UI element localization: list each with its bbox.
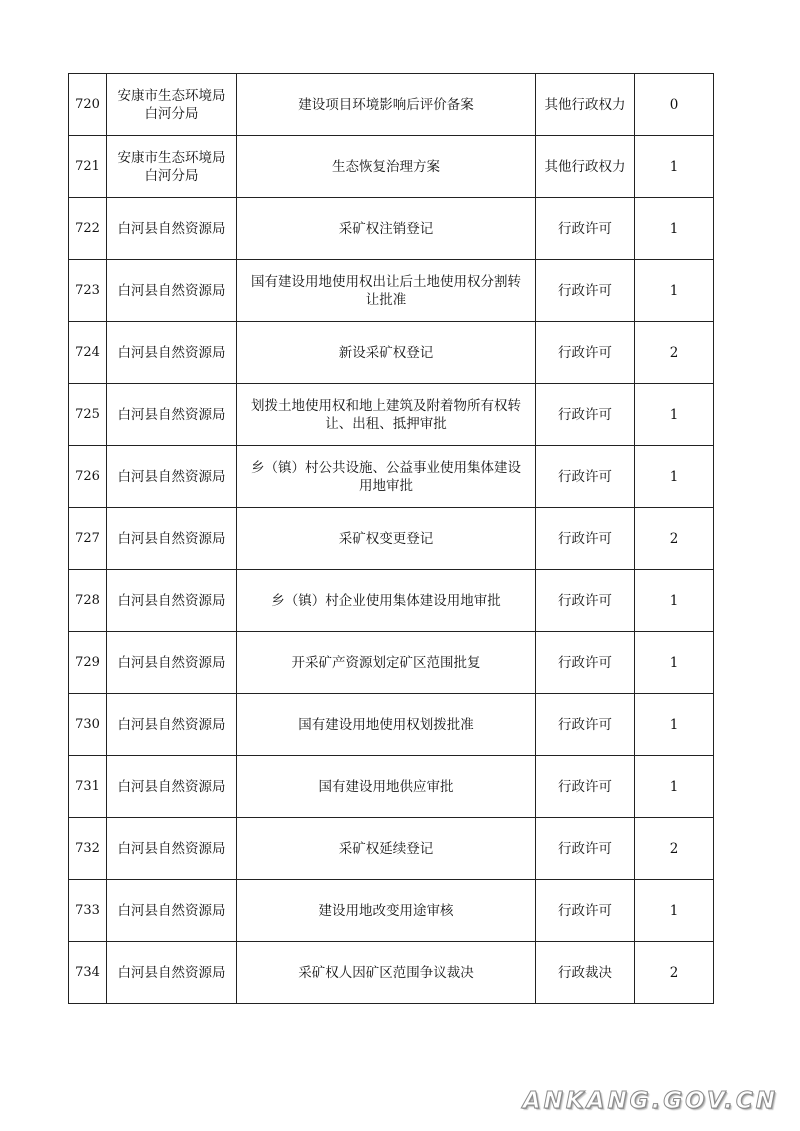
item-name-cell: 建设用地改变用途审核: [237, 880, 536, 942]
department-cell: 白河县自然资源局: [107, 446, 237, 508]
table-row: [69, 322, 714, 384]
power-type-cell: 行政许可: [536, 880, 635, 942]
power-type-cell: 其他行政权力: [536, 74, 635, 136]
item-name-cell: 乡（镇）村企业使用集体建设用地审批: [237, 570, 536, 632]
department-cell: 白河县自然资源局: [107, 384, 237, 446]
row-number-cell: 730: [69, 694, 107, 756]
department-cell: 安康市生态环境局白河分局: [107, 136, 237, 198]
row-number-cell: 729: [69, 632, 107, 694]
power-type-cell: 行政许可: [536, 570, 635, 632]
row-number-cell: 726: [69, 446, 107, 508]
count-cell: 1: [635, 632, 714, 694]
item-name-cell: 划拨土地使用权和地上建筑及附着物所有权转让、出租、抵押审批: [237, 384, 536, 446]
count-cell: 1: [635, 136, 714, 198]
count-cell: 1: [635, 694, 714, 756]
table-row: [69, 446, 714, 508]
row-number-cell: 720: [69, 74, 107, 136]
count-cell: 1: [635, 260, 714, 322]
row-number-cell: 728: [69, 570, 107, 632]
table-row: [69, 74, 714, 136]
site-watermark: ANKANG.GOV.CN: [522, 1088, 778, 1114]
power-type-cell: 其他行政权力: [536, 136, 635, 198]
department-cell: 安康市生态环境局白河分局: [107, 74, 237, 136]
department-cell: 白河县自然资源局: [107, 260, 237, 322]
count-cell: 1: [635, 198, 714, 260]
department-cell: 白河县自然资源局: [107, 508, 237, 570]
row-number-cell: 724: [69, 322, 107, 384]
department-cell: 白河县自然资源局: [107, 880, 237, 942]
count-cell: 1: [635, 384, 714, 446]
power-type-cell: 行政许可: [536, 446, 635, 508]
department-cell: 白河县自然资源局: [107, 694, 237, 756]
department-cell: 白河县自然资源局: [107, 570, 237, 632]
power-type-cell: 行政许可: [536, 694, 635, 756]
table-row: [69, 756, 714, 818]
count-cell: 2: [635, 818, 714, 880]
row-number-cell: 732: [69, 818, 107, 880]
power-type-cell: 行政许可: [536, 260, 635, 322]
row-number-cell: 733: [69, 880, 107, 942]
table-row: [69, 136, 714, 198]
power-type-cell: 行政许可: [536, 322, 635, 384]
table-row: [69, 880, 714, 942]
table-row: [69, 942, 714, 1004]
department-cell: 白河县自然资源局: [107, 632, 237, 694]
item-name-cell: 新设采矿权登记: [237, 322, 536, 384]
table-row: [69, 260, 714, 322]
power-type-cell: 行政许可: [536, 198, 635, 260]
table-row: [69, 384, 714, 446]
item-name-cell: 建设项目环境影响后评价备案: [237, 74, 536, 136]
table-row: [69, 632, 714, 694]
count-cell: 1: [635, 570, 714, 632]
power-type-cell: 行政许可: [536, 384, 635, 446]
item-name-cell: 国有建设用地使用权划拨批准: [237, 694, 536, 756]
item-name-cell: 采矿权人因矿区范围争议裁决: [237, 942, 536, 1004]
item-name-cell: 国有建设用地供应审批: [237, 756, 536, 818]
row-number-cell: 727: [69, 508, 107, 570]
item-name-cell: 采矿权变更登记: [237, 508, 536, 570]
table-row: [69, 198, 714, 260]
department-cell: 白河县自然资源局: [107, 756, 237, 818]
row-number-cell: 725: [69, 384, 107, 446]
count-cell: 1: [635, 880, 714, 942]
row-number-cell: 723: [69, 260, 107, 322]
item-name-cell: 乡（镇）村公共设施、公益事业使用集体建设用地审批: [237, 446, 536, 508]
table-body: [69, 74, 714, 1004]
department-cell: 白河县自然资源局: [107, 942, 237, 1004]
count-cell: 2: [635, 508, 714, 570]
item-name-cell: 采矿权注销登记: [237, 198, 536, 260]
table-row: [69, 508, 714, 570]
row-number-cell: 734: [69, 942, 107, 1004]
count-cell: 2: [635, 942, 714, 1004]
count-cell: 1: [635, 446, 714, 508]
count-cell: 1: [635, 756, 714, 818]
power-list-table: [68, 73, 714, 1004]
power-type-cell: 行政许可: [536, 818, 635, 880]
row-number-cell: 731: [69, 756, 107, 818]
department-cell: 白河县自然资源局: [107, 322, 237, 384]
power-type-cell: 行政许可: [536, 756, 635, 818]
row-number-cell: 722: [69, 198, 107, 260]
table-row: [69, 570, 714, 632]
item-name-cell: 开采矿产资源划定矿区范围批复: [237, 632, 536, 694]
count-cell: 2: [635, 322, 714, 384]
item-name-cell: 国有建设用地使用权出让后土地使用权分割转让批准: [237, 260, 536, 322]
item-name-cell: 采矿权延续登记: [237, 818, 536, 880]
count-cell: 0: [635, 74, 714, 136]
table-row: [69, 818, 714, 880]
item-name-cell: 生态恢复治理方案: [237, 136, 536, 198]
power-type-cell: 行政许可: [536, 632, 635, 694]
department-cell: 白河县自然资源局: [107, 198, 237, 260]
power-type-cell: 行政裁决: [536, 942, 635, 1004]
row-number-cell: 721: [69, 136, 107, 198]
power-type-cell: 行政许可: [536, 508, 635, 570]
department-cell: 白河县自然资源局: [107, 818, 237, 880]
table-row: [69, 694, 714, 756]
